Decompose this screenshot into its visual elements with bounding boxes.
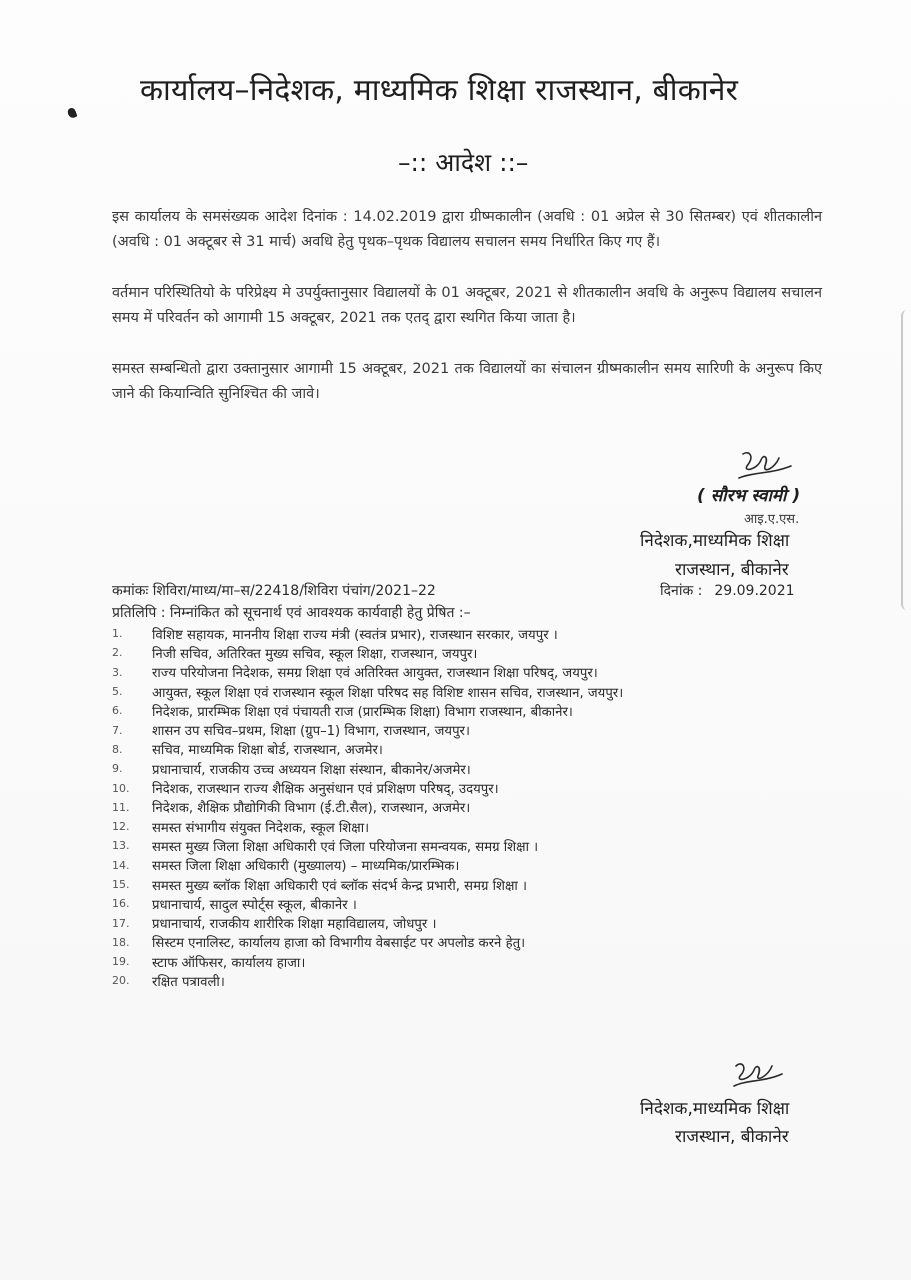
list-item-number: 2. [112, 646, 123, 660]
list-item-number: 8. [112, 742, 123, 756]
list-item-text: प्रधानाचार्य, सादुल स्पोर्ट्स स्कूल, बीकानेर । [152, 897, 357, 913]
list-item [112, 701, 812, 720]
list-item-text: समस्त संभागीय संयुक्त निदेशक, स्कूल शिक्षा। [152, 820, 370, 836]
list-item-text: निदेशक, प्रारम्भिक शिक्षा एवं पंचायती राज (प्रारम्भिक शिक्षा) विभाग राजस्थान, बीकानेर। [152, 704, 573, 720]
list-item-number: 10. [112, 781, 130, 795]
list-item-number: 15. [112, 878, 130, 891]
list-item-number: 6. [112, 704, 123, 718]
order-heading: –:: आदेश ::– [398, 148, 529, 177]
reference-number: कमांकः शिविरा/माध्य/मा–स/22418/शिविरा पंचांग/2021–22 [112, 583, 436, 599]
order-paragraph-3: समस्त सम्बन्धितो द्वारा उक्तानुसार आगामी 15 अक्टूबर, 2021 तक विद्यालयों का संचालन ग्रीष्मकालीन समय सारिणी के अनुरूप किए जाने की कियान्विति सुनिश्चित की जावे। [112, 360, 822, 402]
office-title: कार्यालय–निदेशक, माध्यमिक शिक्षा राजस्थान, बीकानेर [140, 73, 739, 108]
list-item-number: 3. [112, 665, 123, 679]
list-item-number: 18. [112, 935, 130, 949]
list-item [112, 778, 812, 797]
list-item-number: 17. [112, 916, 130, 930]
signatory-place: राजस्थान, बीकानेर [675, 560, 789, 580]
list-item [112, 836, 812, 855]
list-item [112, 798, 812, 817]
order-paragraph-1: इस कार्यालय के समसंख्यक आदेश दिनांक : 14.02.2019 द्वारा ग्रीष्मकालीन (अवधि : 01 अप्रेल से 30 सितम्बर) एवं शीतकालीन (अवधि : 01 अक्टूबर से 31 मार्च) अवधि हेतु पृथक–पृथक विद्यालय सचालन समय निर्धारित किए गए हैं। [112, 208, 822, 250]
list-item-text: विशिष्ट सहायक, माननीय शिक्षा राज्य मंत्री (स्वतंत्र प्रभार), राजस्थान सरकार, जयपुर । [152, 627, 558, 643]
list-item-number: 1. [112, 627, 123, 641]
page-edge-mark [901, 310, 911, 610]
list-item [112, 817, 812, 836]
list-item-text: निदेशक, राजस्थान राज्य शैक्षिक अनुसंधान एवं प्रशिक्षण परिषद्, उदयपुर। [152, 782, 499, 798]
list-item-text: प्रधानाचार्य, राजकीय उच्च अध्ययन शिक्षा संस्थान, बीकानेर/अजमेर। [152, 762, 471, 778]
list-item [112, 682, 812, 701]
signatory-name: ( सौरभ स्वामी ) [697, 486, 801, 506]
list-item-text: शासन उप सचिव–प्रथम, शिक्षा (ग्रुप–1) विभाग, राजस्थान, जयपुर। [152, 724, 470, 740]
list-item-number: 5. [112, 685, 123, 699]
list-item-text: प्रधानाचार्य, राजकीय शारीरिक शिक्षा महाविद्यालय, जोधपुर । [152, 917, 437, 933]
list-item-number: 19. [112, 955, 130, 969]
footer-designation: निदेशक,माध्यमिक शिक्षा [640, 1099, 790, 1119]
order-paragraph-2: वर्तमान परिस्थितियो के परिप्रेक्ष्य मे उपर्युक्तानुसार विद्यालयों के 01 अक्टूबर, 2021 से शीतकालीन अवधि के अनुरूप विद्यालय सचालन समय में परिवर्तन को आगामी 15 अक्टूबर, 2021 तक एतद् द्वारा स्थगित किया जाता है। [112, 284, 822, 326]
list-item [112, 913, 812, 932]
list-item-text: आयुक्त, स्कूल शिक्षा एवं राजस्थान स्कूल शिक्षा परिषद सह विशिष्ट शासन सचिव, राजस्थान, जयपुर। [152, 685, 624, 701]
copy-to-intro: प्रतिलिपि : निम्नांकित को सूचनार्थ एवं आवश्यक कार्यवाही हेतु प्रेषित :– [112, 605, 471, 621]
list-item-number: 9. [112, 762, 123, 776]
list-item [112, 740, 812, 759]
list-item [112, 952, 812, 971]
list-item-text: राज्य परियोजना निदेशक, समग्र शिक्षा एवं अतिरिक्त आयुक्त, राजस्थान शिक्षा परिषद्, जयपुर। [152, 666, 598, 682]
list-item [112, 643, 812, 662]
list-item-number: 16. [112, 897, 130, 911]
footer-place: राजस्थान, बीकानेर [675, 1127, 789, 1147]
footer-signature-initials [730, 1058, 786, 1094]
list-item-text: समस्त मुख्य ब्लॉक शिक्षा अधिकारी एवं ब्लॉक संदर्भ केन्द्र प्रभारी, समग्र शिक्षा । [152, 878, 528, 894]
signatory-cadre: आइ.ए.एस. [744, 512, 800, 527]
list-item [112, 971, 812, 990]
list-item-text: रक्षित पत्रावली। [152, 974, 225, 990]
list-item-text: समस्त जिला शिक्षा अधिकारी (मुख्यालय) – माध्यमिक/प्रारम्भिक। [152, 859, 460, 875]
punch-mark [67, 107, 78, 119]
distribution-list [112, 624, 812, 991]
signature-initials [735, 448, 795, 488]
list-item-text: स्टाफ ऑफिसर, कार्यालय हाजा। [152, 955, 306, 971]
list-item [112, 759, 812, 778]
list-item [112, 663, 812, 682]
list-item [112, 720, 812, 739]
list-item-number: 20. [112, 974, 130, 988]
list-item [112, 856, 812, 875]
list-item-text: निजी सचिव, अतिरिक्त मुख्य सचिव, स्कूल शिक्षा, राजस्थान, जयपुर। [152, 646, 478, 662]
date-value: 29.09.2021 [714, 583, 795, 599]
list-item-text: सिस्टम एनालिस्ट, कार्यालय हाजा को विभागीय वेबसाईट पर अपलोड करने हेतु। [152, 936, 526, 952]
signatory-designation: निदेशक,माध्यमिक शिक्षा [640, 531, 790, 551]
list-item [112, 875, 812, 894]
list-item [112, 933, 812, 952]
list-item-number: 14. [112, 858, 130, 872]
date-label: दिनांक : [660, 583, 703, 599]
list-item [112, 624, 812, 643]
order-date [660, 581, 795, 600]
list-item-text: समस्त मुख्य जिला शिक्षा अधिकारी एवं जिला परियोजना समन्वयक, समग्र शिक्षा । [152, 839, 539, 855]
list-item [112, 894, 812, 913]
list-item-number: 12. [112, 820, 130, 834]
list-item-number: 13. [112, 839, 130, 853]
list-item-number: 11. [112, 800, 130, 814]
list-item-text: सचिव, माध्यमिक शिक्षा बोर्ड, राजस्थान, अजमेर। [152, 743, 383, 759]
list-item-text: निदेशक, शैक्षिक प्रौद्योगिकी विभाग (ई.टी.सैल), राजस्थान, अजमेर। [152, 801, 471, 817]
list-item-number: 7. [112, 723, 123, 737]
